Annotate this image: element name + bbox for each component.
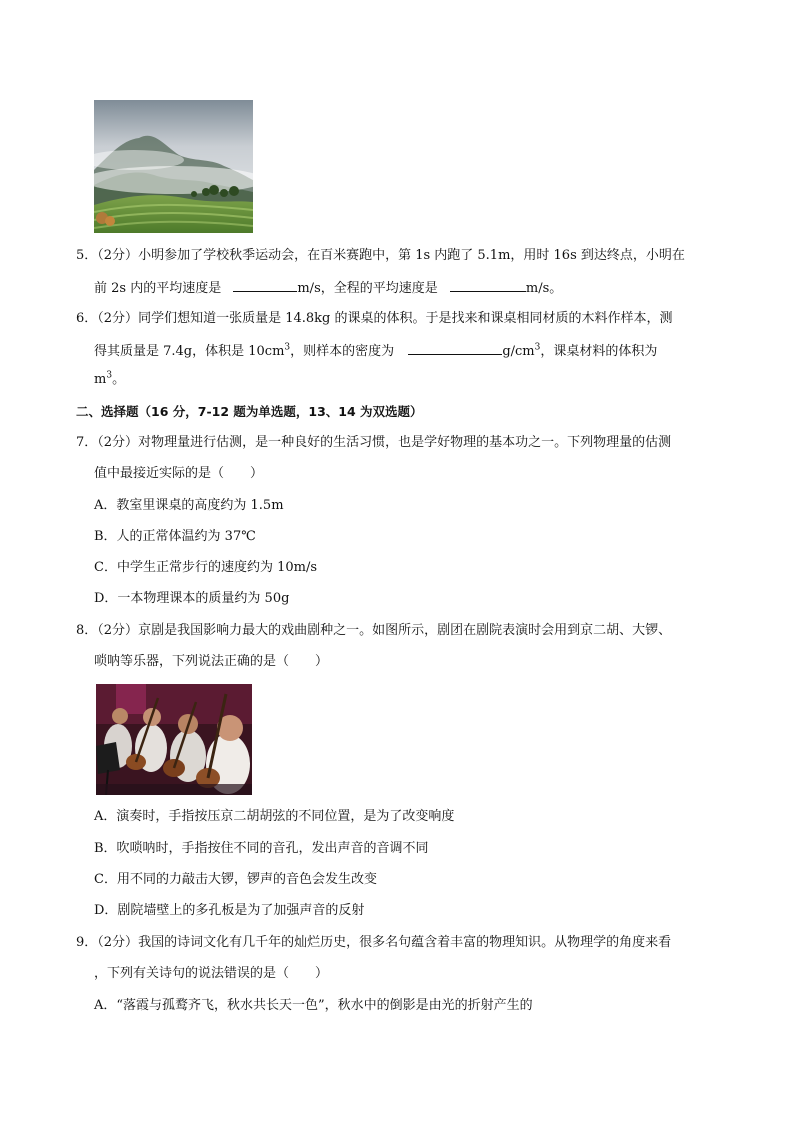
q6-sup-3: 3 [106, 370, 113, 381]
q8-option-a[interactable]: A．演奏时，手指按压京二胡胡弦的不同位置，是为了改变响度 [94, 809, 455, 824]
q8-score: （2分） [97, 623, 139, 638]
q5-number: 5． [76, 248, 98, 263]
q6-unit-1b: ，课桌材料的体积为 [540, 344, 658, 359]
q6-text-line2b: ，则样本的密度为 [290, 344, 395, 359]
q9-score: （2分） [97, 935, 139, 950]
q8-option-b[interactable]: B．吹唢呐时，手指按住不同的音孔，发出声音的音调不同 [94, 841, 429, 856]
q5-blank-1[interactable] [233, 277, 297, 292]
q8-text-line1: 京剧是我国影响力最大的戏曲剧种之一。如图所示，剧团在剧院表演时会用到京二胡、大锣、 [138, 623, 672, 638]
q5-unit-2: m/s。 [525, 281, 563, 296]
section-2-heading: 二、选择题（16 分，7-12 题为单选题，13、14 为双选题） [76, 404, 423, 419]
q9-line1 [76, 933, 671, 953]
q7-option-b[interactable]: B．人的正常体温约为 37℃ [94, 529, 256, 544]
q6-sup-1: 3 [284, 342, 291, 353]
q6-unit-1a: g/cm [502, 344, 535, 359]
q6-line2 [94, 340, 657, 362]
q6-unit-2b: 。 [112, 372, 126, 387]
q5-line1 [76, 246, 685, 266]
q6-line1 [76, 309, 672, 329]
misty-mountain-image [94, 100, 253, 233]
q5-text-line2: 前 2s 内的平均速度是 [94, 281, 222, 296]
q5-line2 [94, 277, 562, 299]
q6-score: （2分） [97, 311, 139, 326]
q7-line1 [76, 433, 671, 453]
q7-option-a[interactable]: A．教室里课桌的高度约为 1.5m [94, 498, 284, 513]
q5-blank-2[interactable] [450, 277, 526, 292]
q6-number: 6． [76, 311, 98, 326]
q9-number: 9． [76, 935, 98, 950]
q7-number: 7． [76, 435, 98, 450]
q9-line2: ，下列有关诗句的说法错误的是（ ） [94, 966, 329, 981]
q8-line2: 唢呐等乐器，下列说法正确的是（ ） [94, 654, 329, 669]
q8-line1 [76, 621, 671, 641]
q6-sup-2: 3 [534, 342, 541, 353]
q7-score: （2分） [97, 435, 139, 450]
q5-score: （2分） [97, 248, 139, 263]
q8-number: 8． [76, 623, 98, 638]
q6-text-line1: 同学们想知道一张质量是 14.8kg 的课桌的体积。于是找来和课桌相同材质的木料作样本，测 [138, 311, 673, 326]
q7-line2: 值中最接近实际的是（ ） [94, 466, 264, 481]
q9-option-a[interactable]: A．“落霞与孤鹜齐飞，秋水共长天一色”，秋水中的倒影是由光的折射产生的 [94, 998, 533, 1013]
q7-option-c[interactable]: C．中学生正常步行的速度约为 10m/s [94, 560, 317, 575]
q6-line3 [94, 370, 125, 390]
orchestra-image [96, 684, 252, 795]
q6-text-line2a: 得其质量是 7.4g，体积是 10cm [94, 344, 285, 359]
q5-unit-1: m/s，全程的平均速度是 [297, 281, 438, 296]
q7-text-line1: 对物理量进行估测，是一种良好的生活习惯，也是学好物理的基本功之一。下列物理量的估测 [138, 435, 672, 450]
q8-option-c[interactable]: C．用不同的力敲击大锣，锣声的音色会发生改变 [94, 872, 377, 887]
q5-text-line1: 小明参加了学校秋季运动会，在百米赛跑中，第 1s 内跑了 5.1m，用时 16s 到达终点，小明在 [138, 248, 685, 263]
q9-text-line1: 我国的诗词文化有几千年的灿烂历史，很多名句蕴含着丰富的物理知识。从物理学的角度来看 [138, 935, 672, 950]
q6-unit-2a: m [94, 372, 107, 387]
q7-option-d[interactable]: D．一本物理课本的质量约为 50g [94, 591, 290, 606]
q8-option-d[interactable]: D．剧院墙壁上的多孔板是为了加强声音的反射 [94, 903, 365, 918]
q6-blank-1[interactable] [408, 340, 502, 355]
